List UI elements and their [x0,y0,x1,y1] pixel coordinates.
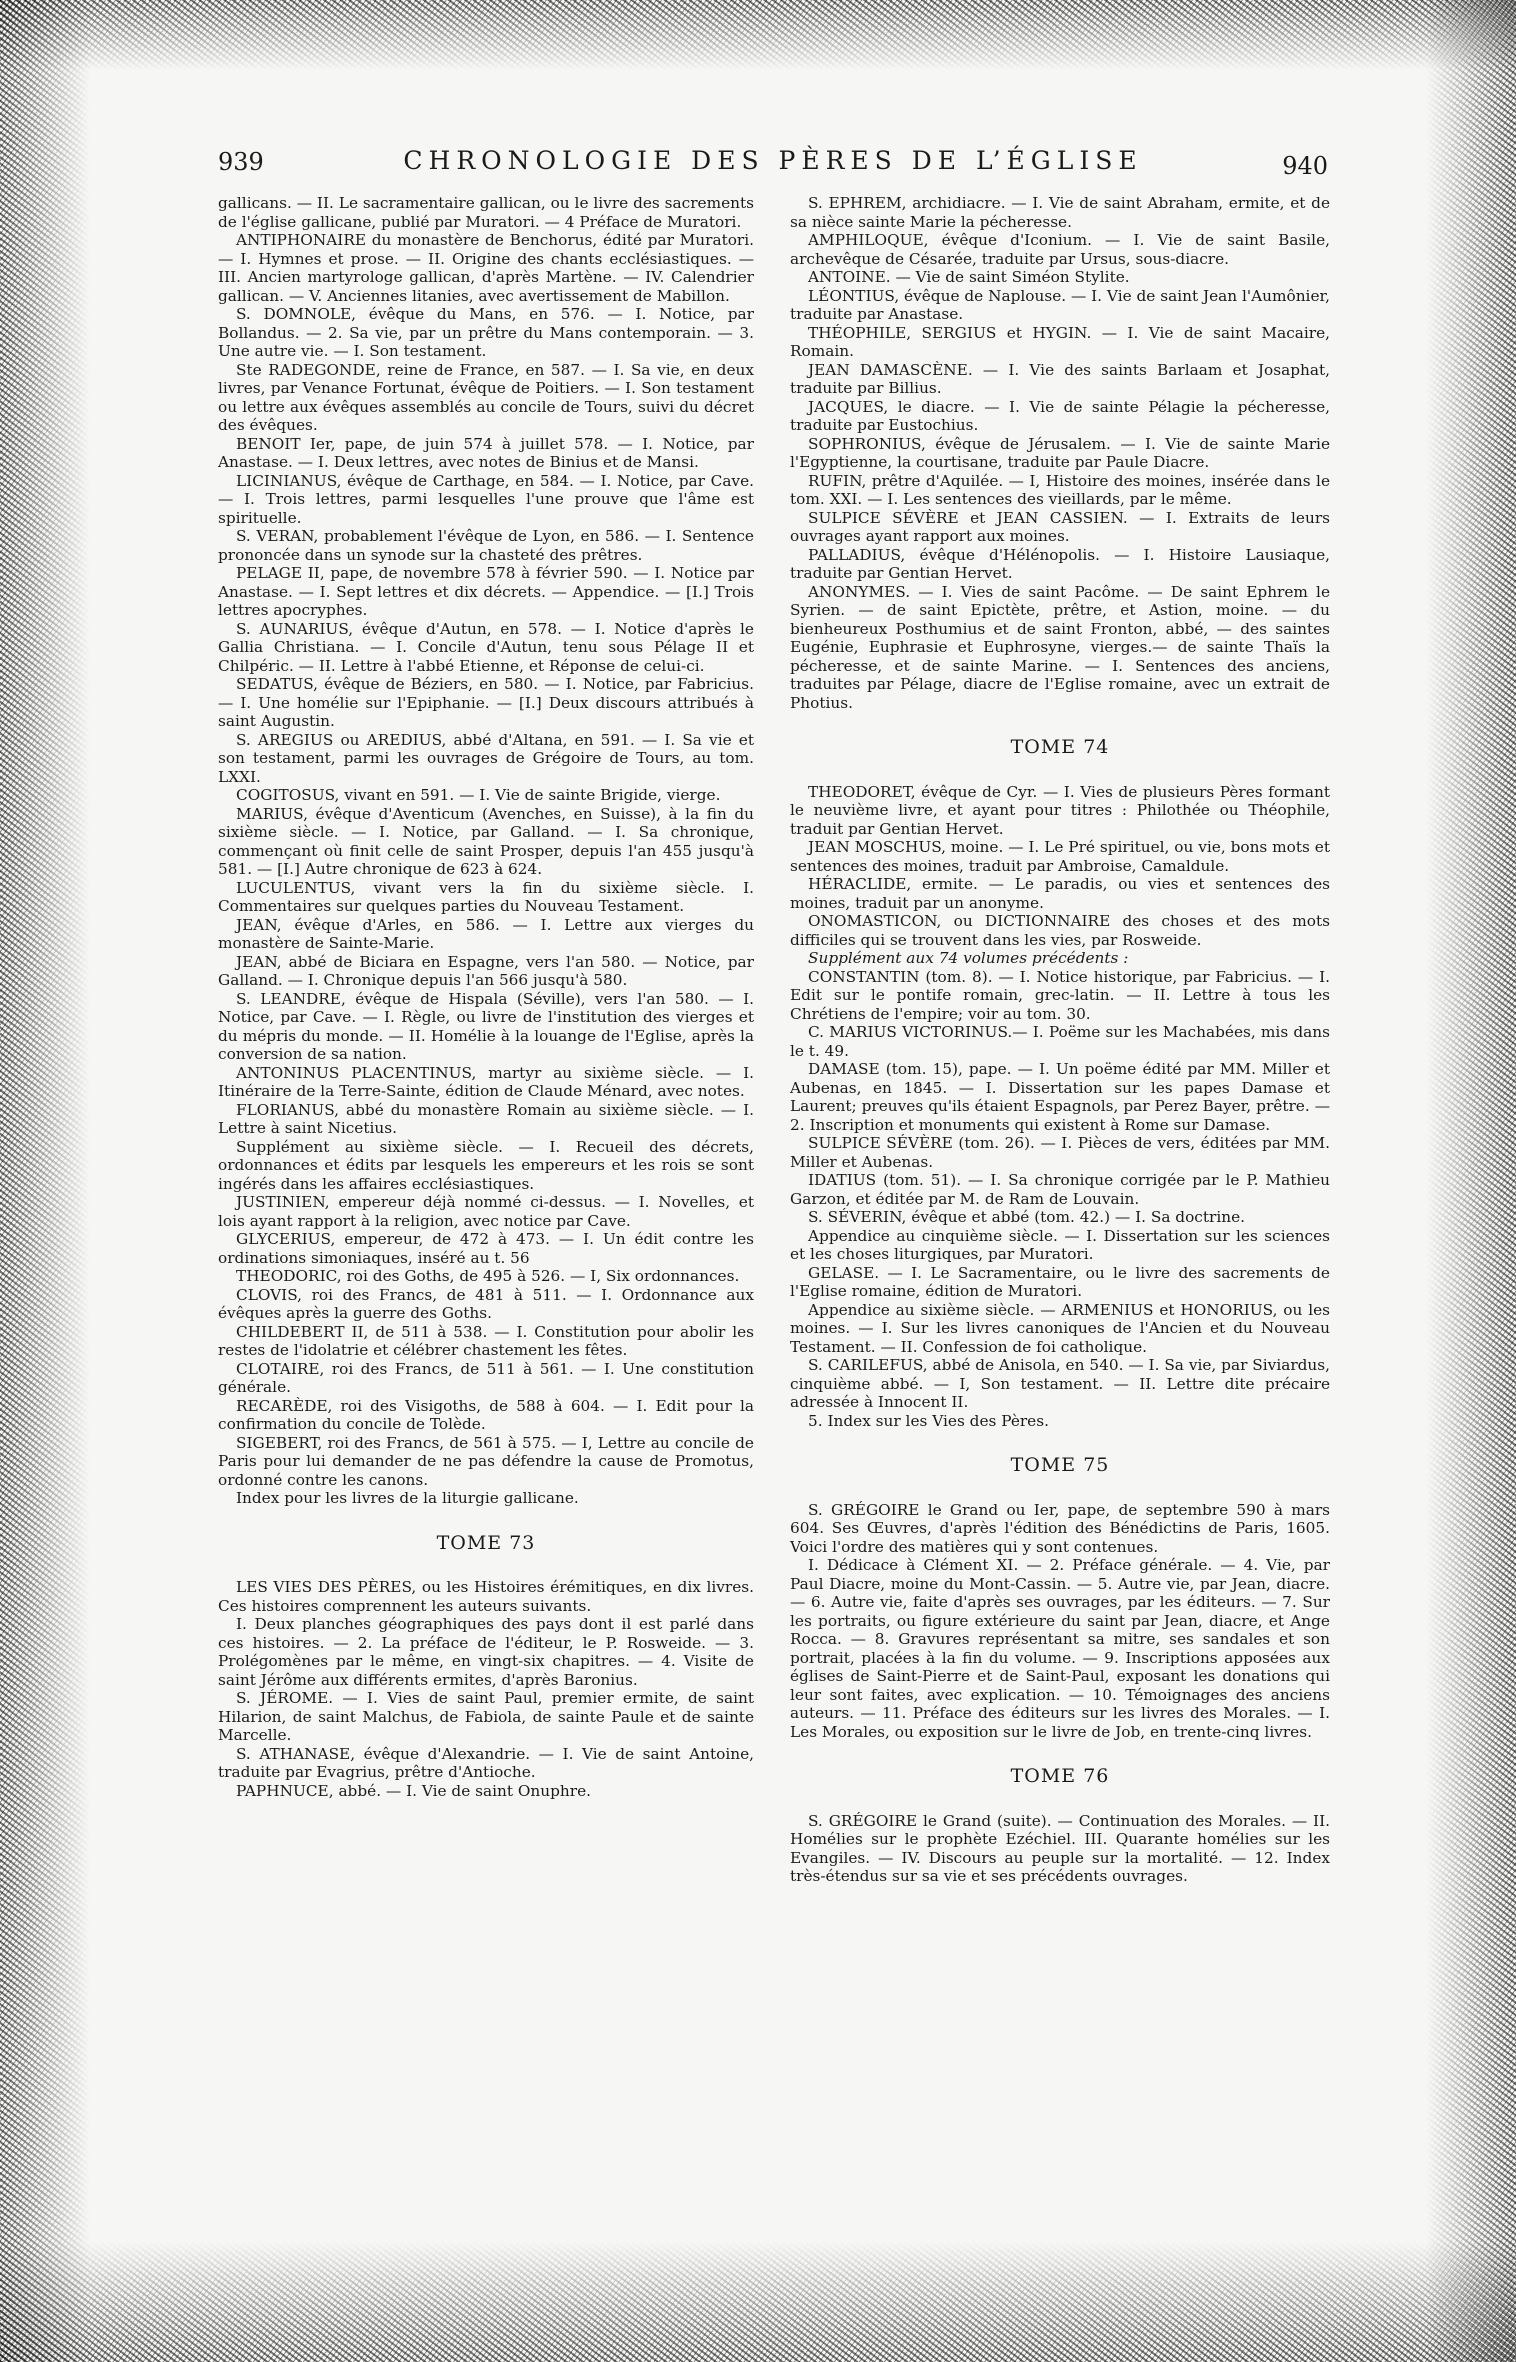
paragraph: SEDATUS, évêque de Béziers, en 580. — I. Notice, par Fabricius. — I. Une homélie sur l'Epiphanie. — [I.] Deux discours attribués à saint Augustin. [218,675,754,730]
paragraph: S. GRÉGOIRE le Grand ou Ier, pape, de septembre 590 à mars 604. Ses Œuvres, d'après l'édition des Bénédictins de Paris, 1605. Voici l'ordre des matières qui y sont contenues. [790,1500,1330,1556]
paragraph: CONSTANTIN (tom. 8). — I. Notice historique, par Fabricius. — I. Edit sur le pontife romain, grec-latin. — II. Lettre à tous les Chrétiens de l'empire; voir au tom. 30. [790,967,1330,1023]
tome-heading: TOME 74 [1010,736,1110,758]
tome-heading: TOME 75 [1010,1454,1110,1476]
paragraph: LUCULENTUS, vivant vers la fin du sixième siècle. I. Commentaires sur quelques parties du Nouveau Testament. [218,878,754,915]
paragraph: LES VIES DES PÈRES, ou les Histoires érémitiques, en dix livres. Ces histoires comprennent les auteurs suivants. [218,1578,754,1615]
paragraph: Ste RADEGONDE, reine de France, en 587. — I. Sa vie, en deux livres, par Venance Fortunat, évêque de Poitiers. — I. Son testament ou lettre aux évêques assemblés au concile de Tours, suivi du décret des évêques. [218,360,754,434]
paragraph: IDATIUS (tom. 51). — I. Sa chronique corrigée par le P. Mathieu Garzon, et éditée par M. de Ram de Louvain. [790,1171,1330,1208]
paragraph: PAPHNUCE, abbé. — I. Vie de saint Onuphre. [236,1781,591,1800]
paragraph: ANONYMES. — I. Vies de saint Pacôme. — De saint Ephrem le Syrien. — de saint Epictète, prêtre, et Astion, moine. — du bienheureux Posthumius et de saint Fronton, abbé, — des saintes Eugénie, Euphrasie et Euphrosyne, vierges.— de sainte Thaïs la pécheresse, et de sainte Marine. — I. Sentences des anciens, traduites par Pélage, diacre de l'Eglise romaine, avec un extrait de Photius. [790,582,1330,712]
paragraph: I. Dédicace à Clément XI. — 2. Préface générale. — 4. Vie, par Paul Diacre, moine du Mont-Cassin. — 5. Autre vie, par Jean, diacre. — 6. Autre vie, faite d'après ses ouvrages, par les éditeurs. — 7. Sur les portraits, ou figure extérieure du saint par Jean, diacre, et Ange Rocca. — 8. Gravures représentant sa mitre, ses sandales et son portrait, placées à la fin du volume. — 9. Inscriptions apposées aux églises de Saint-Pierre et de Saint-Paul, exposant les donations qui leur sont faites, avec explication. — 10. Témoignages des anciens auteurs. — 11. Préface des éditeurs sur les livres des Morales. — I. Les Morales, ou exposition sur le livre de Job, en trente-cinq livres. [790,1556,1330,1741]
paragraph: CLOTAIRE, roi des Francs, de 511 à 561. — I. Une constitution générale. [218,1359,754,1396]
scan-border-bottom [0,2242,1516,2362]
paragraph: LICINIANUS, évêque de Carthage, en 584. — I. Notice, par Cave. — I. Trois lettres, parmi lesquelles l'une prouve que l'âme est spirituelle. [218,471,754,527]
tome-heading: TOME 76 [1010,1765,1110,1787]
right-column [790,194,1330,1886]
page-title: CHRONOLOGIE DES PÈRES DE L’ÉGLISE [403,146,1143,175]
paragraph: S. EPHREM, archidiacre. — I. Vie de saint Abraham, ermite, et de sa nièce sainte Marie la pécheresse. [790,194,1330,231]
paragraph: COGITOSUS, vivant en 591. — I. Vie de sainte Brigide, vierge. [236,786,721,804]
paragraph: I. Deux planches géographiques des pays dont il est parlé dans ces histoires. — 2. La préface de l'éditeur, le P. Rosweide. — 3. Prolégomènes par le même, en vingt-six chapitres. — 4. Visite de saint Jérôme aux différents ermites, d'après Baronius. [218,1615,754,1689]
paragraph: HÉRACLIDE, ermite. — Le paradis, ou vies et sentences des moines, traduit par un anonyme. [790,875,1330,912]
paragraph: Appendice au cinquième siècle. — I. Dissertation sur les sciences et les choses liturgiques, par Muratori. [790,1226,1330,1263]
paragraph: S. VERAN, probablement l'évêque de Lyon, en 586. — I. Sentence prononcée dans un synode sur la chasteté des prêtres. [218,527,754,564]
paragraph: S. GRÉGOIRE le Grand (suite). — Continuation des Morales. — II. Homélies sur le prophète Ezéchiel. III. Quarante homélies sur les Evangiles. — IV. Discours au peuple sur la mortalité. — 12. Index très-étendus sur sa vie et ses précédents ouvrages. [790,1811,1330,1885]
paragraph: Index pour les livres de la liturgie gallicane. [236,1489,579,1507]
paragraph: S. CARILEFUS, abbé de Anisola, en 540. — I. Sa vie, par Siviardus, cinquième abbé. — I, Son testament. — II. Lettre dite précaire adressée à Innocent II. [790,1356,1330,1411]
paragraph: THEODORIC, roi des Goths, de 495 à 526. — I, Six ordonnances. [236,1267,740,1285]
paragraph: gallicans. — II. Le sacramentaire gallican, ou le livre des sacrements de l'église gallicane, publié par Muratori. — 4 Préface de Muratori. [218,194,754,231]
paragraph: ANTOINE. — Vie de saint Siméon Stylite. [808,268,1130,286]
paragraph: S. LEANDRE, évêque de Hispala (Séville), vers l'an 580. — I. Notice, par Cave. — I. Règle, ou livre de l'institution des vierges et du mépris du monde. — II. Homélie à la louange de l'Eglise, après la conversion de sa nation. [218,989,754,1063]
paragraph: PALLADIUS, évêque d'Hélénopolis. — I. Histoire Lausiaque, traduite par Gentian Hervet. [790,545,1330,582]
tome-heading: TOME 73 [436,1531,536,1554]
paragraph: PELAGE II, pape, de novembre 578 à février 590. — I. Notice par Anastase. — I. Sept lettres et dix décrets. — Appendice. — [I.] Trois lettres apocryphes. [218,564,754,619]
paragraph: JEAN MOSCHUS, moine. — I. Le Pré spirituel, ou vie, bons mots et sentences des moines, traduit par Ambroise, Camaldule. [790,838,1330,875]
scan-border-top [0,0,1516,70]
paragraph: MARIUS, évêque d'Aventicum (Avenches, en Suisse), à la fin du sixième siècle. — I. Notice, par Galland. — I. Sa chronique, commençant où finit celle de saint Prosper, depuis l'an 455 jusqu'à 581. — [I.] Autre chronique de 623 à 624. [218,804,754,878]
paragraph: ANTONINUS PLACENTINUS, martyr au sixième siècle. — I. Itinéraire de la Terre-Sainte, édition de Claude Ménard, avec notes. [218,1063,754,1100]
page-number-left: 939 [218,148,264,176]
paragraph: JEAN DAMASCÈNE. — I. Vie des saints Barlaam et Josaphat, traduite par Billius. [790,360,1330,397]
paragraph: C. MARIUS VICTORINUS.— I. Poëme sur les Machabées, mis dans le t. 49. [790,1023,1330,1060]
scan-border-right [1426,0,1516,2362]
paragraph: S. ATHANASE, évêque d'Alexandrie. — I. Vie de saint Antoine, traduite par Evagrius, prêtre d'Antioche. [218,1744,754,1781]
paragraph: Supplément aux 74 volumes précédents : [808,949,1129,967]
paragraph: CLOVIS, roi des Francs, de 481 à 511. — I. Ordonnance aux évêques après la guerre des Goths. [218,1285,754,1322]
paragraph: SULPICE SÉVÈRE et JEAN CASSIEN. — I. Extraits de leurs ouvrages ayant rapport aux moines. [790,508,1330,545]
paragraph: JEAN, évêque d'Arles, en 586. — I. Lettre aux vierges du monastère de Sainte-Marie. [218,915,754,952]
paragraph: SULPICE SÉVÈRE (tom. 26). — I. Pièces de vers, éditées par MM. Miller et Aubenas. [790,1134,1330,1171]
paragraph: S. DOMNOLE, évêque du Mans, en 576. — I. Notice, par Bollandus. — 2. Sa vie, par un prêtre du Mans contemporain. — 3. Une autre vie. — I. Son testament. [218,305,754,360]
paragraph: FLORIANUS, abbé du monastère Romain au sixième siècle. — I. Lettre à saint Nicetius. [218,1100,754,1137]
paragraph: LÉONTIUS, évêque de Naplouse. — I. Vie de saint Jean l'Aumônier, traduite par Anastase. [790,286,1330,323]
paragraph: THEODORET, évêque de Cyr. — I. Vies de plusieurs Pères formant le neuvième livre, et ayant pour titres : Philothée ou Théophile, traduit par Gentian Hervet. [790,782,1330,838]
page-number-right: 940 [1282,152,1328,180]
paragraph: JEAN, abbé de Biciara en Espagne, vers l'an 580. — Notice, par Galland. — I. Chronique depuis l'an 566 jusqu'à 580. [218,952,754,989]
paragraph: Appendice au sixième siècle. — ARMENIUS et HONORIUS, ou les moines. — I. Sur les livres canoniques de l'Ancien et du Nouveau Testament. — II. Confession de foi catholique. [790,1300,1330,1356]
paragraph: GELASE. — I. Le Sacramentaire, ou le livre des sacrements de l'Eglise romaine, édition de Muratori. [790,1263,1330,1300]
paragraph: JACQUES, le diacre. — I. Vie de sainte Pélagie la pécheresse, traduite par Eustochius. [790,397,1330,434]
paragraph: ANTIPHONAIRE du monastère de Benchorus, édité par Muratori. — I. Hymnes et prose. — II. Origine des chants ecclésiastiques. — III. Ancien martyrologe gallican, d'après Martène. — IV. Calendrier gallican. — V. Anciennes litanies, avec avertissement de Mabillon. [218,231,754,305]
paragraph: RUFIN, prêtre d'Aquilée. — I, Histoire des moines, insérée dans le tom. XXI. — I. Les sentences des vieillards, par le même. [790,471,1330,508]
paragraph: SOPHRONIUS, évêque de Jérusalem. — I. Vie de sainte Marie l'Egyptienne, la courtisane, traduite par Paule Diacre. [790,434,1330,471]
paragraph: BENOIT Ier, pape, de juin 574 à juillet 578. — I. Notice, par Anastase. — I. Deux lettres, avec notes de Binius et de Mansi. [218,434,754,471]
paragraph: JUSTINIEN, empereur déjà nommé ci-dessus. — I. Novelles, et lois ayant rapport à la religion, avec notice par Cave. [218,1193,754,1230]
paragraph: Supplément au sixième siècle. — I. Recueil des décrets, ordonnances et édits par lesquels les empereurs et les rois se sont ingérés dans les affaires ecclésiastiques. [218,1137,754,1193]
paragraph: CHILDEBERT II, de 511 à 538. — I. Constitution pour abolir les restes de l'idolatrie et célébrer chastement les fêtes. [218,1322,754,1359]
paragraph: SIGEBERT, roi des Francs, de 561 à 575. — I, Lettre au concile de Paris pour lui demander de ne pas défendre la cause de Promotus, ordonné contre les canons. [218,1433,754,1489]
paragraph: ONOMASTICON, ou DICTIONNAIRE des choses et des mots difficiles qui se trouvent dans les vies, par Rosweide. [790,912,1330,949]
paragraph: 5. Index sur les Vies des Pères. [808,1411,1049,1430]
paragraph: S. JÉROME. — I. Vies de saint Paul, premier ermite, de saint Hilarion, de saint Malchus, de Fabiola, de sainte Paule et de sainte Marcelle. [218,1689,754,1744]
left-column [218,194,754,1800]
paragraph: THÉOPHILE, SERGIUS et HYGIN. — I. Vie de saint Macaire, Romain. [790,323,1330,360]
paragraph: DAMASE (tom. 15), pape. — I. Un poëme édité par MM. Miller et Aubenas, en 1845. — I. Dissertation sur les papes Damase et Laurent; preuves qu'ils étaient Espagnols, par Perez Bayer, prêtre. — 2. Inscription et monuments qui existent à Rome sur Damase. [790,1060,1330,1134]
scan-border-left [0,0,90,2362]
paragraph: GLYCERIUS, empereur, de 472 à 473. — I. Un édit contre les ordinations simoniaques, inséré au t. 56 [218,1230,754,1267]
paragraph: S. AUNARIUS, évêque d'Autun, en 578. — I. Notice d'après le Gallia Christiana. — I. Concile d'Autun, tenu sous Pélage II et Chilpéric. — II. Lettre à l'abbé Etienne, et Réponse de celui-ci. [218,619,754,675]
paragraph: S. SÉVERIN, évêque et abbé (tom. 42.) — I. Sa doctrine. [808,1208,1245,1226]
paragraph: S. AREGIUS ou AREDIUS, abbé d'Altana, en 591. — I. Sa vie et son testament, parmi les ouvrages de Grégoire de Tours, au tom. LXXI. [218,730,754,786]
paragraph: RECARÈDE, roi des Visigoths, de 588 à 604. — I. Edit pour la confirmation du concile de Tolède. [218,1396,754,1433]
paragraph: AMPHILOQUE, évêque d'Iconium. — I. Vie de saint Basile, archevêque de Césarée, traduite par Ursus, sous-diacre. [790,231,1330,268]
running-header [218,142,1328,182]
